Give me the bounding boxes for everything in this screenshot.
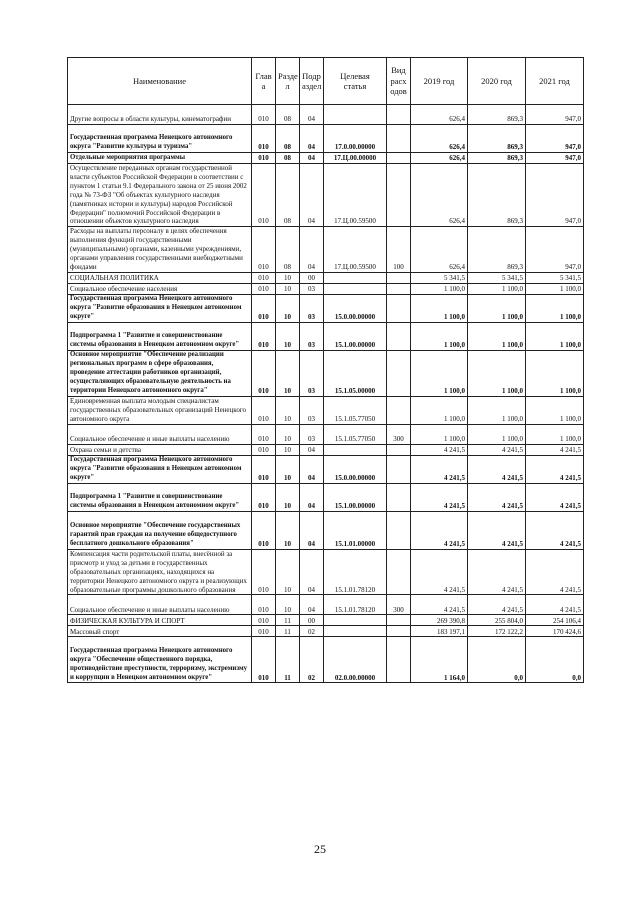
row-target-cell [324, 615, 387, 626]
col-header-2019: 2019 год [411, 58, 468, 105]
row-target-cell: 02.0.00.00000 [324, 637, 387, 683]
row-glava-cell: 010 [252, 549, 276, 595]
row-razdel-cell: 10 [276, 549, 300, 595]
row-target-cell [324, 272, 387, 283]
row-target-cell: 15.1.01.00000 [324, 511, 387, 549]
row-razdel-cell: 08 [276, 125, 300, 153]
row-2021-cell: 947,0 [526, 125, 584, 153]
row-glava-cell: 010 [252, 105, 276, 125]
row-target-cell [324, 283, 387, 294]
row-podrazdel-cell: 04 [300, 153, 324, 164]
row-vid-cell [387, 164, 411, 227]
row-2020-cell: 4 241,5 [468, 549, 526, 595]
row-razdel-cell: 11 [276, 637, 300, 683]
col-header-2020: 2020 год [468, 58, 526, 105]
row-vid-cell [387, 105, 411, 125]
row-2019-cell: 1 100,0 [411, 322, 468, 350]
row-name-cell: Государственная программа Ненецкого автономного округа "Развитие образования в Ненецком автономном округе" [68, 294, 252, 322]
row-razdel-cell: 10 [276, 595, 300, 615]
row-2021-cell: 1 100,0 [526, 294, 584, 322]
row-glava-cell: 010 [252, 455, 276, 483]
row-2020-cell: 4 241,5 [468, 455, 526, 483]
row-glava-cell: 010 [252, 322, 276, 350]
row-podrazdel-cell: 04 [300, 105, 324, 125]
row-glava-cell: 010 [252, 283, 276, 294]
row-name-cell: Государственная программа Ненецкого автономного округа "Обеспечение общественного порядка, противодействие преступности, терроризму, экстремизму и коррупции в Ненецком автономном округе" [68, 637, 252, 683]
row-2021-cell: 947,0 [526, 105, 584, 125]
col-header-target: Целевая статья [324, 58, 387, 105]
row-2019-cell: 4 241,5 [411, 444, 468, 455]
row-name-cell: Государственная программа Ненецкого автономного округа "Развитие образования в Ненецком автономном округе" [68, 455, 252, 483]
row-podrazdel-cell: 04 [300, 444, 324, 455]
row-2021-cell: 0,0 [526, 637, 584, 683]
row-name-cell: Охрана семьи и детства [68, 444, 252, 455]
row-2019-cell: 1 100,0 [411, 424, 468, 444]
row-2019-cell: 4 241,5 [411, 595, 468, 615]
row-vid-cell: 300 [387, 595, 411, 615]
row-2019-cell: 1 100,0 [411, 396, 468, 424]
row-2021-cell: 1 100,0 [526, 424, 584, 444]
page-number: 25 [314, 842, 326, 856]
row-vid-cell [387, 322, 411, 350]
table-row [68, 283, 584, 294]
row-glava-cell: 010 [252, 615, 276, 626]
row-2019-cell: 626,4 [411, 164, 468, 227]
table-row [68, 455, 584, 483]
row-razdel-cell: 10 [276, 455, 300, 483]
row-name-cell: Основное мероприятие "Обеспечение государственных гарантий прав граждан на получение общедоступного бесплатного дошкольного образования" [68, 511, 252, 549]
row-2021-cell: 4 241,5 [526, 549, 584, 595]
row-2021-cell: 947,0 [526, 227, 584, 273]
table-row [68, 272, 584, 283]
row-name-cell: Социальное обеспечение населения [68, 283, 252, 294]
row-2019-cell: 1 164,0 [411, 637, 468, 683]
row-2021-cell: 1 100,0 [526, 350, 584, 396]
row-target-cell: 15.1.01.78120 [324, 549, 387, 595]
row-target-cell: 15.1.05.00000 [324, 350, 387, 396]
row-razdel-cell: 10 [276, 511, 300, 549]
row-2019-cell: 4 241,5 [411, 483, 468, 511]
row-podrazdel-cell: 04 [300, 125, 324, 153]
row-2021-cell: 947,0 [526, 164, 584, 227]
row-vid-cell [387, 637, 411, 683]
row-vid-cell [387, 615, 411, 626]
row-name-cell: Осуществление переданных органам государственной власти субъектов Российской Федерации в соответствии с пунктом 1 статьи 9.1 Федерального закона от 25 июня 2002 года № 73-ФЗ "Об объектах культурного наследия (памятниках истории и культуры) народов Российской Федерации" полномочий Российской Федерации в отношении объектов культурного наследия [68, 164, 252, 227]
row-2021-cell: 4 241,5 [526, 455, 584, 483]
row-target-cell: 15.0.00.00000 [324, 455, 387, 483]
row-name-cell: Расходы на выплаты персоналу в целях обеспечения выполнения функций государственными (муниципальными) органами, казенными учреждениями, органами управления государственными внебюджетными фондами [68, 227, 252, 273]
row-2020-cell: 4 241,5 [468, 483, 526, 511]
row-2021-cell: 947,0 [526, 153, 584, 164]
row-podrazdel-cell: 02 [300, 626, 324, 637]
col-header-glava: Глав а [252, 58, 276, 105]
row-vid-cell [387, 549, 411, 595]
row-razdel-cell: 11 [276, 626, 300, 637]
row-razdel-cell: 08 [276, 227, 300, 273]
row-razdel-cell: 10 [276, 350, 300, 396]
row-name-cell: Другие вопросы в области культуры, кинематографии [68, 105, 252, 125]
row-podrazdel-cell: 04 [300, 164, 324, 227]
table-row [68, 595, 584, 615]
row-name-cell: ФИЗИЧЕСКАЯ КУЛЬТУРА И СПОРТ [68, 615, 252, 626]
table-row [68, 637, 584, 683]
row-glava-cell: 010 [252, 511, 276, 549]
row-name-cell: Отдельные мероприятия программы [68, 153, 252, 164]
table-row [68, 615, 584, 626]
row-2021-cell: 4 241,5 [526, 444, 584, 455]
row-2020-cell: 869,3 [468, 125, 526, 153]
row-vid-cell [387, 283, 411, 294]
row-2020-cell: 1 100,0 [468, 396, 526, 424]
row-razdel-cell: 10 [276, 396, 300, 424]
row-2019-cell: 5 341,5 [411, 272, 468, 283]
row-name-cell: СОЦИАЛЬНАЯ ПОЛИТИКА [68, 272, 252, 283]
row-vid-cell [387, 444, 411, 455]
row-razdel-cell: 10 [276, 424, 300, 444]
row-2020-cell: 4 241,5 [468, 511, 526, 549]
row-2019-cell: 269 390,8 [411, 615, 468, 626]
row-glava-cell: 010 [252, 595, 276, 615]
row-razdel-cell: 10 [276, 272, 300, 283]
row-target-cell: 15.1.00.00000 [324, 483, 387, 511]
row-2021-cell: 4 241,5 [526, 595, 584, 615]
row-name-cell: Подпрограмма 1 "Развитие и совершенствование системы образования в Ненецком автономном округе" [68, 483, 252, 511]
table-row [68, 227, 584, 273]
row-podrazdel-cell: 04 [300, 455, 324, 483]
row-podrazdel-cell: 04 [300, 511, 324, 549]
row-glava-cell: 010 [252, 637, 276, 683]
row-2019-cell: 626,4 [411, 153, 468, 164]
row-2020-cell: 4 241,5 [468, 444, 526, 455]
row-target-cell: 17.Ц.00.59500 [324, 227, 387, 273]
table-row [68, 483, 584, 511]
table-row [68, 322, 584, 350]
col-header-podrazdel: Подр аздел [300, 58, 324, 105]
row-2020-cell: 255 804,0 [468, 615, 526, 626]
table-row [68, 424, 584, 444]
row-glava-cell: 010 [252, 444, 276, 455]
row-2020-cell: 1 100,0 [468, 283, 526, 294]
row-vid-cell [387, 511, 411, 549]
row-podrazdel-cell: 03 [300, 283, 324, 294]
row-2019-cell: 1 100,0 [411, 294, 468, 322]
row-target-cell [324, 626, 387, 637]
table-row [68, 350, 584, 396]
row-2019-cell: 4 241,5 [411, 455, 468, 483]
row-podrazdel-cell: 03 [300, 350, 324, 396]
row-2020-cell: 1 100,0 [468, 350, 526, 396]
budget-table-container [67, 57, 583, 683]
table-header-row [68, 58, 584, 105]
row-podrazdel-cell: 04 [300, 227, 324, 273]
row-2019-cell: 1 100,0 [411, 283, 468, 294]
row-2021-cell: 170 424,6 [526, 626, 584, 637]
row-target-cell: 17.Ц.00.59500 [324, 164, 387, 227]
row-glava-cell: 010 [252, 424, 276, 444]
row-podrazdel-cell: 04 [300, 595, 324, 615]
col-header-vid: Вид расх одов [387, 58, 411, 105]
col-header-2021: 2021 год [526, 58, 584, 105]
row-2020-cell: 172 122,2 [468, 626, 526, 637]
row-vid-cell [387, 125, 411, 153]
row-podrazdel-cell: 04 [300, 483, 324, 511]
row-2020-cell: 0,0 [468, 637, 526, 683]
row-vid-cell: 300 [387, 424, 411, 444]
row-2019-cell: 626,4 [411, 227, 468, 273]
row-2020-cell: 1 100,0 [468, 322, 526, 350]
row-razdel-cell: 10 [276, 294, 300, 322]
row-2021-cell: 4 241,5 [526, 483, 584, 511]
row-glava-cell: 010 [252, 153, 276, 164]
row-target-cell: 15.1.01.78120 [324, 595, 387, 615]
row-2019-cell: 4 241,5 [411, 549, 468, 595]
table-body [68, 105, 584, 683]
row-razdel-cell: 10 [276, 283, 300, 294]
row-razdel-cell: 11 [276, 615, 300, 626]
row-vid-cell [387, 483, 411, 511]
row-name-cell: Основное мероприятие "Обеспечение реализации региональных программ в сфере образования, проведение аттестации работников организаций, осуществляющих образовательную деятельность на территории Ненецкого автономного округа" [68, 350, 252, 396]
row-target-cell: 15.0.00.00000 [324, 294, 387, 322]
row-name-cell: Единовременная выплата молодым специалистам государственных образовательных организаций Ненецкого автономного округа [68, 396, 252, 424]
row-name-cell: Социальное обеспечение и иные выплаты населению [68, 424, 252, 444]
row-2021-cell: 1 100,0 [526, 322, 584, 350]
row-2019-cell: 4 241,5 [411, 511, 468, 549]
row-razdel-cell: 08 [276, 105, 300, 125]
row-target-cell: 15.1.05.77050 [324, 424, 387, 444]
row-2019-cell: 1 100,0 [411, 350, 468, 396]
row-razdel-cell: 08 [276, 153, 300, 164]
row-2019-cell: 183 197,1 [411, 626, 468, 637]
row-target-cell: 15.1.00.00000 [324, 322, 387, 350]
row-name-cell: Социальное обеспечение и иные выплаты населению [68, 595, 252, 615]
budget-table [67, 57, 584, 683]
row-name-cell: Компенсация части родительской платы, внесённой за присмотр и уход за детьми в государственных образовательных организациях, находящихся на территории Ненецкого автономного округа и реализующих образовательные программы дошкольного образования [68, 549, 252, 595]
table-row [68, 549, 584, 595]
row-name-cell: Массовый спорт [68, 626, 252, 637]
row-2020-cell: 869,3 [468, 227, 526, 273]
row-name-cell: Государственная программа Ненецкого автономного округа "Развитие культуры и туризма" [68, 125, 252, 153]
table-row [68, 511, 584, 549]
row-2019-cell: 626,4 [411, 105, 468, 125]
row-target-cell [324, 444, 387, 455]
row-razdel-cell: 10 [276, 444, 300, 455]
row-glava-cell: 010 [252, 396, 276, 424]
row-target-cell [324, 105, 387, 125]
row-vid-cell [387, 272, 411, 283]
row-2020-cell: 4 241,5 [468, 595, 526, 615]
row-podrazdel-cell: 03 [300, 396, 324, 424]
table-row [68, 105, 584, 125]
row-2021-cell: 254 106,4 [526, 615, 584, 626]
row-2020-cell: 869,3 [468, 105, 526, 125]
row-podrazdel-cell: 04 [300, 549, 324, 595]
table-row [68, 396, 584, 424]
table-row [68, 125, 584, 153]
row-podrazdel-cell: 00 [300, 615, 324, 626]
col-header-name: Наименование [68, 58, 252, 105]
row-podrazdel-cell: 03 [300, 322, 324, 350]
row-glava-cell: 010 [252, 125, 276, 153]
row-podrazdel-cell: 03 [300, 294, 324, 322]
table-row [68, 444, 584, 455]
row-vid-cell [387, 626, 411, 637]
row-glava-cell: 010 [252, 227, 276, 273]
row-target-cell: 15.1.05.77050 [324, 396, 387, 424]
row-glava-cell: 010 [252, 294, 276, 322]
row-vid-cell: 100 [387, 227, 411, 273]
row-vid-cell [387, 455, 411, 483]
row-podrazdel-cell: 00 [300, 272, 324, 283]
row-2020-cell: 869,3 [468, 153, 526, 164]
row-glava-cell: 010 [252, 350, 276, 396]
row-name-cell: Подпрограмма 1 "Развитие и совершенствование системы образования в Ненецком автономном округе" [68, 322, 252, 350]
row-2020-cell: 5 341,5 [468, 272, 526, 283]
row-vid-cell [387, 153, 411, 164]
col-header-razdel: Разде л [276, 58, 300, 105]
row-2021-cell: 1 100,0 [526, 396, 584, 424]
row-razdel-cell: 08 [276, 164, 300, 227]
row-2020-cell: 1 100,0 [468, 294, 526, 322]
row-glava-cell: 010 [252, 164, 276, 227]
row-2020-cell: 869,3 [468, 164, 526, 227]
row-2021-cell: 1 100,0 [526, 283, 584, 294]
table-row [68, 164, 584, 227]
row-2021-cell: 4 241,5 [526, 511, 584, 549]
table-row [68, 626, 584, 637]
row-vid-cell [387, 350, 411, 396]
row-vid-cell [387, 294, 411, 322]
row-podrazdel-cell: 02 [300, 637, 324, 683]
table-row [68, 153, 584, 164]
row-vid-cell [387, 396, 411, 424]
row-2021-cell: 5 341,5 [526, 272, 584, 283]
row-target-cell: 17.Ц.00.00000 [324, 153, 387, 164]
row-2020-cell: 1 100,0 [468, 424, 526, 444]
row-glava-cell: 010 [252, 272, 276, 283]
row-target-cell: 17.0.00.00000 [324, 125, 387, 153]
row-razdel-cell: 10 [276, 483, 300, 511]
row-glava-cell: 010 [252, 626, 276, 637]
row-razdel-cell: 10 [276, 322, 300, 350]
table-row [68, 294, 584, 322]
row-podrazdel-cell: 03 [300, 424, 324, 444]
row-glava-cell: 010 [252, 483, 276, 511]
row-2019-cell: 626,4 [411, 125, 468, 153]
